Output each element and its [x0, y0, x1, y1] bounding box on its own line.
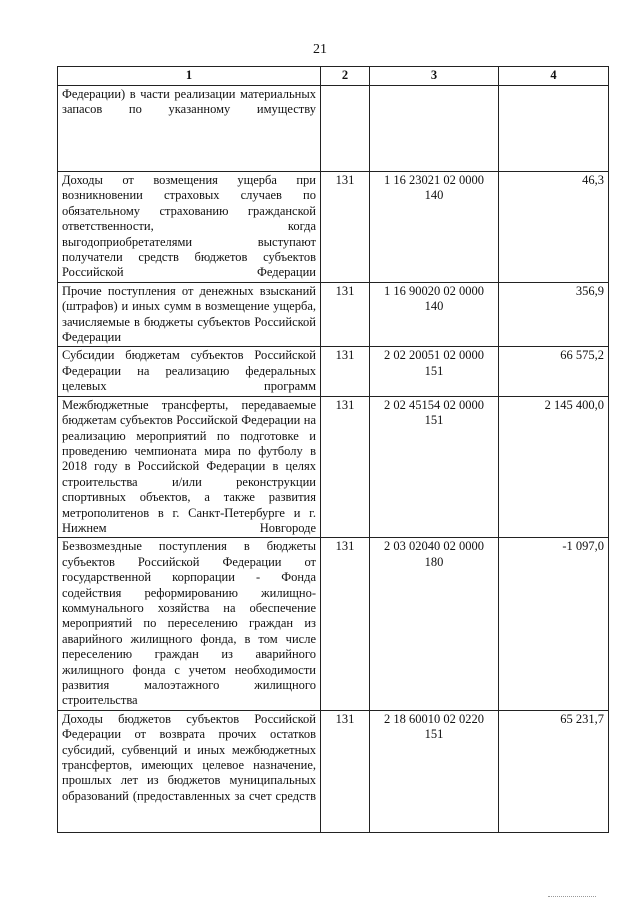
row-code	[321, 86, 370, 172]
column-header: 2	[321, 67, 370, 86]
row-code: 131	[321, 710, 370, 832]
budget-table	[57, 66, 609, 833]
row-amount: 65 231,7	[499, 710, 609, 832]
row-description: Безвозмездные поступления в бюджеты субъектов Российской Федерации от государственной корпорации - Фонда содействия реформированию жилищно-коммунального хозяйства на обеспечение мероприятий по переселению граждан из аварийного жилищного фонда, в том числе переселению граждан из аварийного жилищного фонда с учетом необходимости развития малоэтажного жилищного строительства	[58, 538, 321, 710]
row-code: 131	[321, 347, 370, 396]
row-amount	[499, 86, 609, 172]
row-code: 131	[321, 538, 370, 710]
row-amount: -1 097,0	[499, 538, 609, 710]
column-header: 1	[58, 67, 321, 86]
row-kbk: 1 16 23021 02 0000 140	[370, 172, 499, 283]
row-description: Межбюджетные трансферты, передаваемые бюджетам субъектов Российской Федерации на реализацию мероприятий по подготовке и проведению чемпионата мира по футболу в 2018 году в Российской Федерации в целях строительства и/или реконструкции спортивных объектов, а также развития метрополитенов в г. Санкт-Петербурге и г. Нижнем Новгороде	[58, 396, 321, 538]
table-row	[58, 710, 609, 832]
table-row	[58, 347, 609, 396]
row-amount: 356,9	[499, 282, 609, 347]
row-kbk: 2 02 20051 02 0000 151	[370, 347, 499, 396]
row-code: 131	[321, 172, 370, 283]
scan-mark	[548, 896, 596, 899]
column-header: 3	[370, 67, 499, 86]
table-row	[58, 396, 609, 538]
page-number: 21	[313, 42, 327, 57]
row-kbk: 2 03 02040 02 0000 180	[370, 538, 499, 710]
row-amount: 46,3	[499, 172, 609, 283]
row-kbk: 2 18 60010 02 0220 151	[370, 710, 499, 832]
row-kbk	[370, 86, 499, 172]
row-kbk: 2 02 45154 02 0000 151	[370, 396, 499, 538]
row-description: Доходы от возмещения ущерба при возникновении страховых случаев по обязательному страхованию гражданской ответственности, когда выгодоприобретателями выступают получатели средств бюджетов субъектов Российской Федерации	[58, 172, 321, 283]
column-header: 4	[499, 67, 609, 86]
table-row	[58, 282, 609, 347]
row-amount: 2 145 400,0	[499, 396, 609, 538]
table-row	[58, 86, 609, 172]
row-code: 131	[321, 282, 370, 347]
table-row	[58, 538, 609, 710]
table-header-row	[58, 67, 609, 86]
row-description: Федерации) в части реализации материальных запасов по указанному имуществу	[58, 86, 321, 172]
row-kbk: 1 16 90020 02 0000 140	[370, 282, 499, 347]
row-description: Прочие поступления от денежных взысканий (штрафов) и иных сумм в возмещение ущерба, зачисляемые в бюджеты субъектов Российской Федерации	[58, 282, 321, 347]
row-amount: 66 575,2	[499, 347, 609, 396]
table-row	[58, 172, 609, 283]
row-description: Субсидии бюджетам субъектов Российской Федерации на реализацию федеральных целевых программ	[58, 347, 321, 396]
row-code: 131	[321, 396, 370, 538]
row-description: Доходы бюджетов субъектов Российской Федерации от возврата прочих остатков субсидий, субвенций и иных межбюджетных трансфертов, имеющих целевое назначение, прошлых лет из бюджетов муниципальных образований (предоставленных за счет средств	[58, 710, 321, 832]
